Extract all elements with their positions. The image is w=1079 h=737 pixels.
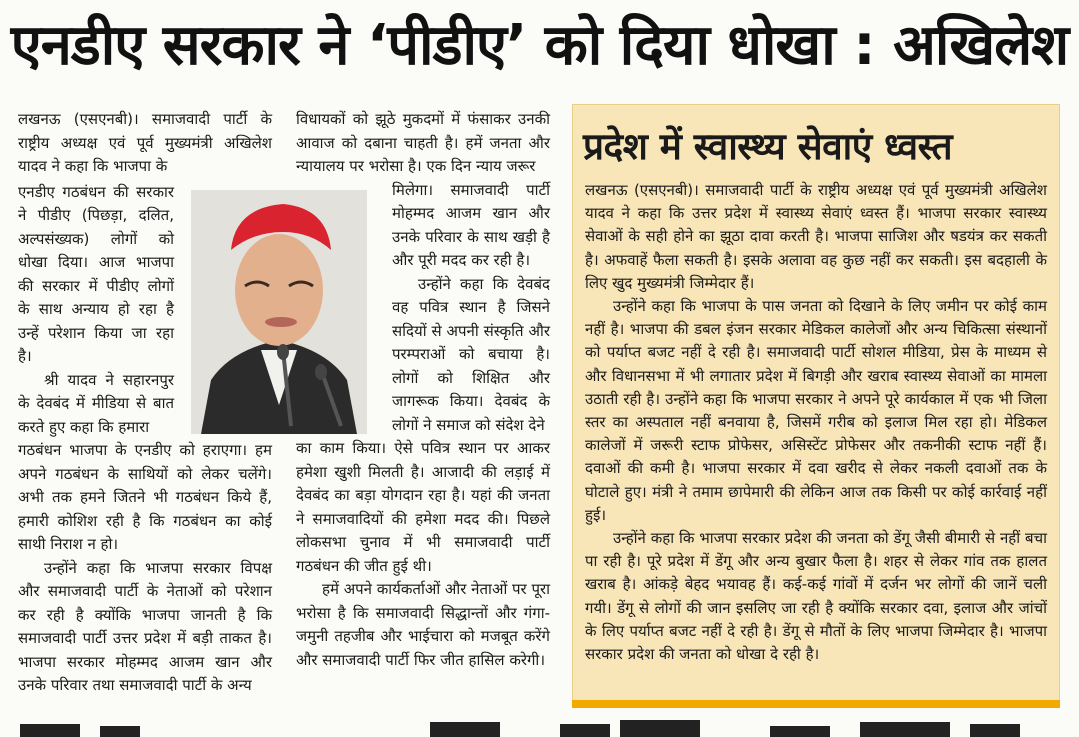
article-column-2 bbox=[296, 108, 550, 672]
col1-para-2: श्री यादव ने सहारनपुर के देवबंद में मीडिया से बात करते हुए कहा कि हमारा bbox=[18, 370, 174, 436]
sidebar-news-box bbox=[572, 104, 1060, 706]
headline: एनडीए सरकार ने ‘पीडीए’ को दिया धोखा : अखिलेश bbox=[10, 13, 1069, 78]
col2-para-2: उन्होंने कहा कि देवबंद वह पवित्र स्थान है जिसने सदियों से अपनी संस्कृति और परम्पराओं को बचाया है। लोगों को शिक्षित और जागरूक किया। देवबंद के लोगों ने समाज को संदेश देने bbox=[392, 274, 550, 434]
box-para-3: उन्होंने कहा कि भाजपा सरकार प्रदेश की जनता को डेंगू जैसी बीमारी से नहीं बचा पा रही है। पूरे प्रदेश में डेंगू और अन्य बुखार फैला है। शहर से लेकर गांव तक हालत खराब है। आंकड़े बेहद भयावह हैं। कई-कई गांवों में दर्जन भर लोगों की जानें चली गयी। डेंगू से लोगों की जान इसलिए जा रही है क्योंकि सरकार दवा, इलाज और जांचों के लिए पर्याप्त बजट नहीं दे रही है। डेंगू से मौतों के लिए भाजपा जिम्मेदार है। भाजपा सरकार प्रदेश की जनता को धोखा दे रही है। bbox=[585, 529, 1047, 664]
col1-para-1-text: लखनऊ (एसएनबी)। समाजवादी पार्टी के राष्ट्रीय अध्यक्ष एवं पूर्व मुख्यमंत्री अखिलेश यादव ने कहा कि भाजपा के bbox=[18, 110, 272, 175]
box-para-1: लखनऊ (एसएनबी)। समाजवादी पार्टी के राष्ट्रीय अध्यक्ष एवं पूर्व मुख्यमंत्री अखिलेश यादव ने कहा कि उत्तर प्रदेश में स्वास्थ्य सेवाएं ध्वस्त हैं। भाजपा सरकार स्वास्थ्य सेवाओं के सही होने का झूठा दावा करती है। भाजपा साजिश और षडयंत्र कर सकती है। अफवाहें फैला सकती है। इसके अलावा वह कुछ नहीं कर सकती। इस बदहाली के लिए खुद मुख्यमंत्री जिम्मेदार हैं। bbox=[585, 181, 1047, 292]
col2-para-3: हमें अपने कार्यकर्ताओं और नेताओं पर पूरा भरोसा है कि समाजवादी सिद्धान्तों और गंगा-जमुनी तहजीब और भाईचारा को मजबूत करेंगे और समाजवादी पार्टी फिर जीत हासिल करेगी। bbox=[296, 580, 551, 669]
box-title: प्रदेश में स्वास्थ्य सेवाएं ध्वस्त bbox=[583, 125, 953, 168]
box-para-2: उन्होंने कहा कि भाजपा के पास जनता को दिखाने के लिए जमीन पर कोई काम नहीं है। भाजपा की डबल इंजन सरकार मेडिकल कालेजों और अन्य चिकित्सा संस्थानों को पर्याप्त बजट नहीं दे रही है। समाजवादी पार्टी सोशल मीडिया, प्रेस के माध्यम से और विधानसभा में भी लगातार प्रदेश में बिगड़ी और खराब स्वास्थ्य सेवाओं का मामला उठाती रही है। उन्होंने कहा कि भाजपा सरकार ने अपने पूरे कार्यकाल में एक भी जिला स्तर का अस्पताल नहीं बनवाया है, जिसमें गरीब को इलाज मिल रहा हो। मेडिकल कालेजों में जरूरी स्टाफ प्रोफेसर, असिस्टेंट प्रोफेसर और तकनीकी स्टाफ नहीं हैं। दवाओं की कमी है। भाजपा सरकार में दवा खरीद से लेकर नकली दवाओं तक के घोटाले हुए। मंत्री ने तमाम छापेमारी की लेकिन आज तक किसी पर कोई कार्रवाई नहीं हुई। bbox=[585, 297, 1047, 524]
col2-para-2b: का काम किया। ऐसे पवित्र स्थान पर आकर हमेशा खुशी मिलती है। आजादी की लड़ाई में देवबंद का बड़ा योगदान रहा है। यहां की जनता ने समाजवादियों की हमेशा मदद की। पिछले लोकसभा चुनाव में भी समाजवादी पार्टी गठबंधन की जीत हुई थी। bbox=[296, 439, 550, 575]
cropped-text-icon bbox=[0, 716, 1079, 737]
col1-para-1 bbox=[18, 108, 272, 179]
box-bottom-bar bbox=[572, 700, 1060, 708]
box-body bbox=[585, 179, 1047, 666]
col1-para-2b: गठबंधन भाजपा के एनडीए को हराएगा। हम अपने गठबंधन के साथियों को लेकर चलेंगे। अभी तक हमने जितने भी गठबंधन किये हैं, हमारी कोशिश रही है कि गठबंधन का कोई साथी निराश न हो। bbox=[18, 441, 272, 553]
col1-para-1b: एनडीए गठबंधन की सरकार ने पीडीए (पिछड़ा, दलित, अल्पसंख्यक) लोगों को धोखा दिया। आज भाजपा की सरकार में पीडीए लोगों के साथ अन्याय हो रहा है उन्हें परेशान किया जा रहा है। bbox=[18, 182, 174, 365]
col2-para-1: विधायकों को झूठे मुकदमों में फंसाकर उनकी आवाज को दबाना चाहती है। हमें जनता और न्यायालय पर भरोसा है। एक दिन न्याय जरूर bbox=[296, 110, 550, 175]
col1-para-3: उन्होंने कहा कि भाजपा सरकार विपक्ष और समाजवादी पार्टी के नेताओं को परेशान कर रही है क्योंकि भाजपा जानती है कि समाजवादी पार्टी उत्तर प्रदेश में बड़ी ताकत है। भाजपा सरकार मोहम्मद आजम खान और उनके परिवार तथा समाजवादी पार्टी के अन्य bbox=[18, 558, 272, 694]
next-headline-cropped bbox=[0, 716, 1079, 737]
col2-para-1b: मिलेगा। समाजवादी पार्टी मोहम्मद आजम खान और उनके परिवार के साथ खड़ी है और पूरी मदद कर रही है। bbox=[392, 180, 550, 269]
